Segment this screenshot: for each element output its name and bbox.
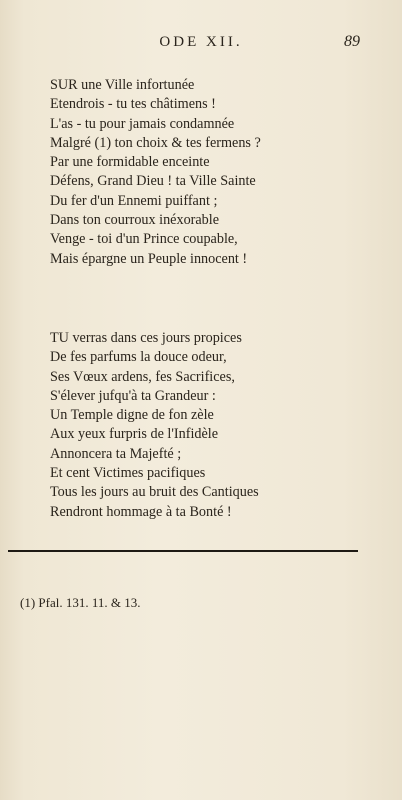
verse-line: Ses Vœux ardens, fes Sacrifices, — [50, 368, 235, 385]
stanza-1 — [50, 76, 350, 269]
verse-line: Du fer d'un Ennemi puiffant ; — [50, 192, 218, 209]
verse-line: Défens, Grand Dieu ! ta Ville Sainte — [50, 173, 256, 190]
page-number: 89 — [344, 33, 360, 50]
verse-line: De fes parfums la douce odeur, — [50, 349, 227, 366]
verse-line: Tous les jours au bruit des Cantiques — [50, 484, 259, 501]
verse-line: Un Temple digne de fon zèle — [50, 407, 214, 424]
verse-line: Annoncera ta Majefté ; — [50, 445, 182, 462]
footnote-rule — [8, 550, 358, 552]
stanza-2 — [50, 329, 350, 522]
verse-line: Aux yeux furpris de l'Infidèle — [50, 426, 219, 443]
running-title: ODE XII. — [159, 34, 243, 50]
verse-line: TU verras dans ces jours propices — [50, 330, 242, 346]
verse-line: S'élever jufqu'à ta Grandeur : — [50, 387, 216, 404]
verse-line: Et cent Victimes pacifiques — [50, 465, 206, 482]
verse-line: Malgré (1) ton choix & tes fermens ? — [50, 134, 261, 151]
verse-line: Par une formidable enceinte — [50, 154, 210, 171]
verse-line: L'as - tu pour jamais condamnée — [50, 115, 235, 132]
verse-line: Etendrois - tu tes châtimens ! — [50, 96, 216, 113]
verse-line: SUR une Ville infortunée — [50, 77, 195, 93]
footnote: (1) Pfal. 131. 11. & 13. — [20, 595, 141, 610]
verse-line: Mais épargne un Peuple innocent ! — [50, 250, 248, 267]
verse-line: Venge - toi d'un Prince coupable, — [50, 231, 238, 248]
verse-line: Rendront hommage à ta Bonté ! — [50, 503, 232, 520]
verse-line: Dans ton courroux inéxorable — [50, 212, 220, 229]
